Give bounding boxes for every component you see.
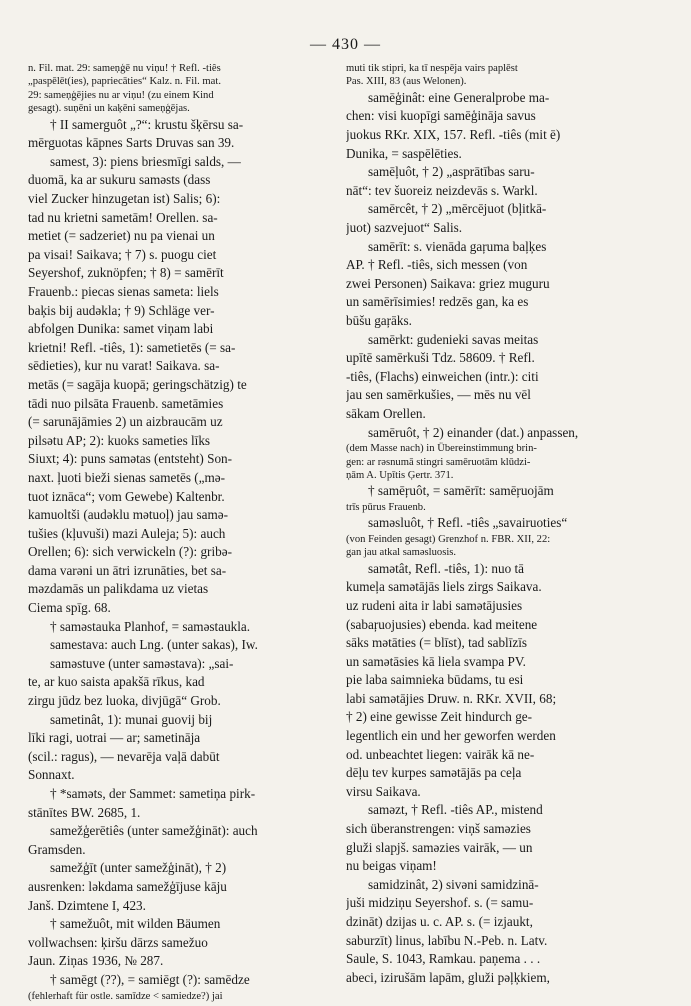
dictionary-line: trīs pūrus Frauenb.	[346, 501, 426, 513]
dictionary-line: samēruôt, † 2) einander (dat.) anpassen,	[368, 424, 579, 440]
dictionary-line: samērcêt, † 2) „mērcējuot (bļitkā-	[368, 201, 547, 217]
dictionary-line: n. Fil. mat. 29: sameņģē nu viņu! † Refl. -tiês	[28, 63, 221, 74]
dictionary-line: muti tik stipri, ka tī nespēja vairs paplēst	[346, 63, 518, 74]
right-column	[346, 62, 664, 987]
dictionary-line: tuot iznāca“; vom Gewebe) Kaltenbr.	[28, 488, 225, 504]
dictionary-line: kumeļa samətājās liels zirgs Saikava.	[346, 579, 542, 595]
dictionary-line: (scil.: ragus), — nevarēja vaļā dabūt	[28, 748, 220, 764]
dictionary-line: gesagt). suņēni un kaķēni sameņģējas.	[28, 103, 190, 115]
dictionary-line: Gramsden.	[28, 841, 86, 857]
dictionary-line: vollwachsen: ķiršu dārzs samežuo	[28, 934, 208, 950]
dictionary-line: Sonnaxt.	[28, 767, 75, 783]
dictionary-line: tušies (kļuvuši) mazi Auleja; 5): auch	[28, 525, 226, 541]
dictionary-line: abeci, izirušām lapām, gluži pəļķkiem,	[346, 969, 550, 985]
dictionary-line: tādi nuo pilsāta Frauenb. sametāmies	[28, 395, 224, 411]
dictionary-line: samest, 3): piens briesmīgi salds, —	[50, 153, 241, 169]
dictionary-line: samēļuôt, † 2) „asprātības saru-	[368, 164, 535, 180]
dictionary-line: labi samətājies Druw. n. RKr. XVII, 68;	[346, 690, 557, 706]
dictionary-line: samežģerētiês (unter samežģināt): auch	[50, 823, 258, 839]
dictionary-line: (dem Masse nach) in Übereinstimmung brin-	[346, 443, 537, 455]
dictionary-line: chen: visi kuopīgi samēģināja savus	[346, 108, 536, 124]
dictionary-line: gan jau atkal saməsluosis.	[346, 547, 457, 559]
left-column	[28, 62, 346, 1003]
dictionary-line: nāt“: tev šuoreiz neizdevās s. Warkl.	[346, 182, 538, 198]
dictionary-line: un samətāsies kā liela svampa PV.	[346, 653, 526, 669]
dictionary-line: būšu gaŗāks.	[346, 312, 412, 328]
dictionary-line: saburzīt) linus, labību N.-Peb. n. Latv.	[346, 932, 548, 948]
dictionary-line: abfolgen Dunika: samet viņam labi	[28, 321, 214, 337]
dictionary-line: sēdieties), kur nu varat! Saikava. sa-	[28, 358, 220, 374]
dictionary-line: Seyershof, zuknöpfen; † 8) = samērīt	[28, 265, 224, 281]
dictionary-line: zirgu jūdz bez luoka, divjūgā“ Grob.	[28, 693, 221, 709]
dictionary-line: (fehlerhaft für ostle. samīdze < samiedze?) jai	[28, 990, 223, 1002]
dictionary-line: † samēgt (??), = samiēgt (?): samēdze	[50, 971, 250, 987]
dictionary-line: Ciema spīg. 68.	[28, 600, 111, 616]
dictionary-line: pilsətu AP; 2): kuoks sameties līks	[28, 432, 211, 448]
dictionary-line: † samēŗuôt, = samērīt: samēŗuojām	[368, 483, 554, 499]
dictionary-line: samidzinât, 2) sivəni samidzinā-	[368, 876, 539, 892]
dictionary-line: (sabaŗuojusies) ebenda. kad meitene	[346, 616, 538, 632]
dictionary-line: -tiês, (Flachs) einweichen (intr.): citi	[346, 368, 539, 384]
dictionary-line: od. unbeachtet liegen: vairāk kā ne-	[346, 746, 535, 762]
dictionary-line: naxt. ļuoti bieži sienas sametēs („mə-	[28, 469, 226, 485]
dictionary-line: nu beigas viņam!	[346, 858, 437, 874]
dictionary-line: pie laba saimnieka būdams, tu esi	[346, 672, 524, 688]
dictionary-line: līki ragi, uotrai — ar; sametināja	[28, 730, 201, 746]
dictionary-line: uz rudeni aita ir labi samətājusies	[346, 597, 523, 613]
dictionary-line: juši midziņu Seyershof. s. (= samu-	[346, 895, 534, 911]
dictionary-line: pa visai! Saikava; † 7) s. puogu ciet	[28, 246, 217, 262]
dictionary-line: Janš. Dzimtene I, 423.	[28, 897, 146, 913]
dictionary-line: tad nu krietni sametām! Orellen. sa-	[28, 209, 218, 225]
dictionary-line: † *saməts, der Sammet: sametiņa pirk-	[50, 786, 256, 801]
dictionary-line: stānītes BW. 2685, 1.	[28, 804, 141, 820]
dictionary-line: † II samerguôt „?“: krustu šķērsu sa-	[50, 116, 244, 132]
dictionary-line: † samežuôt, mit wilden Bäumen	[50, 916, 221, 932]
dictionary-line: samežģīt (unter samežģināt), † 2)	[50, 860, 227, 876]
dictionary-line: Siuxt; 4): puns samətas (entsteht) Son-	[28, 451, 233, 467]
dictionary-line: Frauenb.: piecas sienas sameta: liels	[28, 283, 219, 299]
dictionary-line: Saule, S. 1043, Ramkau. paņema . . .	[346, 951, 541, 967]
dictionary-line: sāks mətāties (= blīst), tad sablīzīs	[346, 635, 528, 651]
dictionary-line: kamuoltši (audəklu mətuoļ) jau samə-	[28, 507, 228, 523]
dictionary-line: krietni! Refl. -tiês, 1): sametietēs (= sa-	[28, 339, 236, 355]
dictionary-line: † 2) eine gewisse Zeit hindurch ge-	[346, 709, 533, 725]
dictionary-line: sametinât, 1): munai guovij bij	[50, 711, 213, 727]
dictionary-line: AP. † Refl. -tiês, sich messen (von	[346, 257, 528, 273]
dictionary-line: saməzt, † Refl. -tiês AP., mistend	[368, 802, 543, 818]
dictionary-line: gluži slapjš. saməzies vairāk, — un	[346, 839, 533, 855]
dictionary-line: metiet (= sadzeriet) nu pa vienai un	[28, 228, 215, 244]
dictionary-line: legentlich ein und her geworfen werden	[346, 728, 556, 744]
dictionary-line: viel Zucker hinzugetan ist) Salis; 6):	[28, 191, 221, 206]
dictionary-line: ņām A. Upītis Ģertr. 371.	[346, 469, 454, 481]
dictionary-line: (von Feinden gesagt) Grenzhof n. FBR. XII, 22:	[346, 533, 551, 545]
dictionary-line: baķis bij audəkla; † 9) Schläge ver-	[28, 302, 215, 318]
dictionary-line: samēģinât: eine Generalprobe ma-	[368, 89, 550, 105]
dictionary-line: „paspēlēt(ies), papriecāties“ Kalz. n. Fil. mat.	[28, 76, 221, 88]
dictionary-line: sich überanstrengen: viņš saməzies	[346, 821, 531, 837]
dictionary-line: məzdamās un palikdama uz vietas	[28, 581, 209, 597]
dictionary-line: Jaun. Ziņas 1936, № 287.	[28, 953, 164, 969]
dictionary-line: saməstuve (unter saməstava): „sai-	[50, 655, 234, 671]
dictionary-line: juokus RKr. XIX, 157. Refl. -tiês (mit ē)	[346, 127, 561, 142]
dictionary-line: dēļu tev kurpes samətājās pa ceļa	[346, 765, 522, 781]
dictionary-line: dama varəni un ātri izrunāties, bet sa-	[28, 562, 227, 578]
dictionary-line: te, ar kuo saista apakšā rīkus, kad	[28, 674, 205, 690]
dictionary-line: samestava: auch Lng. (unter sakas), Iw.	[50, 637, 258, 653]
dictionary-line: Orellen; 6): sich verwickeln (?): gribə-	[28, 544, 232, 560]
dictionary-line: mērguotas kāpnes Sarts Druvas san 39.	[28, 135, 235, 151]
dictionary-line: jau sen samērkušies, — mēs nu vēl	[346, 387, 531, 403]
dictionary-line: duomā, ka ar sukuru saməsts (dass	[28, 172, 211, 188]
dictionary-line: ausrenken: ləkdama samežģījuse kāju	[28, 878, 227, 894]
dictionary-line: samērkt: gudenieki savas meitas	[368, 331, 539, 347]
dictionary-line: 29: sameņģējies nu ar viņu! (zu einem Kind	[28, 89, 214, 101]
page-number: — 430 —	[310, 36, 381, 53]
dictionary-line: sākam Orellen.	[346, 405, 426, 421]
dictionary-line: un samērīsimies! redzēs gan, ka es	[346, 294, 529, 310]
dictionary-line: gen: ar rəsnumā stingri samēruotām klūdzi-	[346, 456, 531, 468]
dictionary-line: Dunika, = saspēlēties.	[346, 145, 462, 161]
dictionary-line: virsu Saikava.	[346, 783, 421, 799]
dictionary-line: saməsluôt, † Refl. -tiês „savairuoties“	[368, 515, 568, 531]
dictionary-line: zwei Personen) Saikava: griez muguru	[346, 275, 550, 291]
dictionary-line: samətât, Refl. -tiês, 1): nuo tā	[368, 560, 525, 576]
dictionary-line: metās (= sagāja kuopā; geringschätzig) te	[28, 376, 247, 392]
dictionary-line: (= sarunājāmies 2) un aizbraucām uz	[28, 414, 223, 430]
dictionary-line: † saməstauka Planhof, = saməstaukla.	[50, 618, 251, 634]
dictionary-line: samērīt: s. vienāda gaŗuma baļķes	[368, 238, 547, 254]
dictionary-line: upītē samērkuši Tdz. 58609. † Refl.	[346, 350, 535, 366]
dictionary-line: juot) sazvejuot“ Salis.	[346, 219, 463, 235]
dictionary-line: dzināt) dzijas u. c. AP. s. (= izjaukt,	[346, 914, 533, 929]
dictionary-line: Pas. XIII, 83 (aus Welonen).	[346, 76, 467, 88]
